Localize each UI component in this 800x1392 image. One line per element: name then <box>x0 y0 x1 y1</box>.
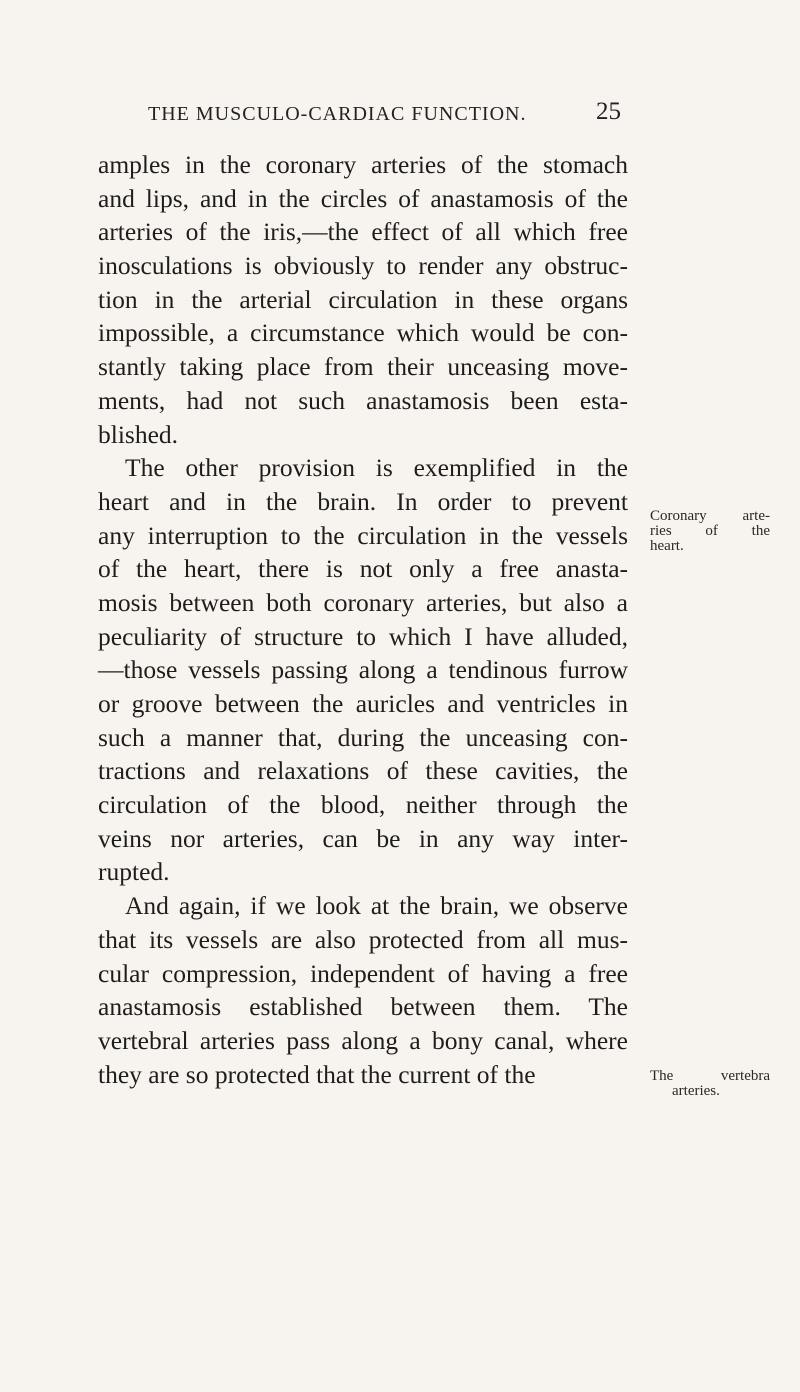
text-line: rupted. <box>98 857 170 887</box>
text-line: and lips, and in the circles of anastamosis of the <box>98 183 628 213</box>
margin-note-line: ries of the <box>650 523 770 539</box>
text-line: blished. <box>98 419 179 449</box>
page-number: 25 <box>596 98 621 125</box>
text-line: mosis between both coronary arteries, but also a <box>98 587 628 617</box>
text-line: such a manner that, during the unceasing con- <box>98 722 628 752</box>
text-line: —those vessels passing along a tendinous furrow <box>98 655 628 685</box>
margin-note-coronary-arteries <box>650 509 770 554</box>
text-line: impossible, a circumstance which would be con- <box>98 318 628 348</box>
text-line: of the heart, there is not only a free anasta- <box>98 554 628 584</box>
text-line: or groove between the auricles and ventricles in <box>98 689 628 718</box>
text-line: ments, had not such anastamosis been esta- <box>98 385 628 415</box>
text-line: inosculations is obviously to render any obstruc- <box>98 251 628 281</box>
text-line: amples in the coronary arteries of the stomach <box>98 150 628 179</box>
text-line: veins nor arteries, can be in any way inter- <box>98 823 628 853</box>
text-line: vertebral arteries pass along a bony canal, where <box>98 1025 628 1055</box>
text-line: anastamosis established between them. The <box>98 992 628 1022</box>
text-line: And again, if we look at the brain, we observe <box>125 891 628 921</box>
body-text <box>98 148 628 1091</box>
text-line: tion in the arterial circulation in these organs <box>98 284 628 314</box>
running-title: THE MUSCULO-CARDIAC FUNCTION. <box>148 103 527 125</box>
text-line: they are so protected that the current of the <box>98 1059 536 1089</box>
margin-note-vertebral-arteries <box>650 1069 770 1099</box>
text-line: arteries of the iris,—the effect of all which free <box>98 217 628 247</box>
text-line: stantly taking place from their unceasing move- <box>98 352 628 382</box>
text-line: any interruption to the circulation in the vessels <box>98 520 628 550</box>
margin-note-line: heart. <box>650 538 684 554</box>
text-line: tractions and relaxations of these cavities, the <box>98 756 628 786</box>
margin-note-line: Coronary arte- <box>650 508 770 524</box>
text-line: peculiarity of structure to which I have alluded, <box>98 621 628 651</box>
text-line: cular compression, independent of having a free <box>98 958 628 988</box>
margin-note-line: The vertebra <box>650 1068 770 1084</box>
margin-note-line: arteries. <box>672 1083 720 1099</box>
text-line: circulation of the blood, neither through the <box>98 790 628 820</box>
text-line: The other provision is exemplified in the <box>125 453 628 483</box>
text-line: that its vessels are also protected from all mus- <box>98 924 628 954</box>
text-line: heart and in the brain. In order to prevent <box>98 486 628 516</box>
